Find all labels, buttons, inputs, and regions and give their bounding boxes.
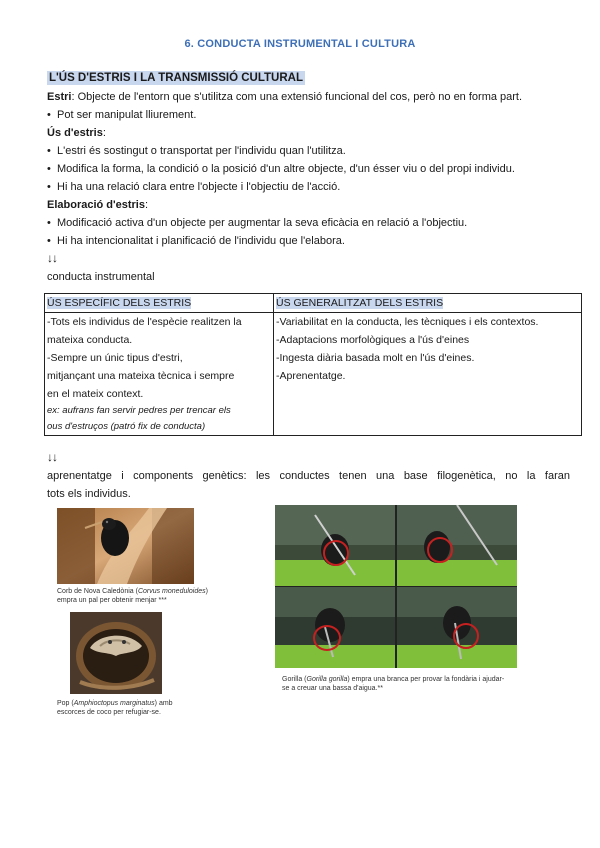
caption-text: ) empra una branca per provar la fondària i ajudar- xyxy=(347,676,505,683)
table-header-specific xyxy=(45,294,274,313)
table-row xyxy=(45,313,582,436)
caption-text: se a creuar una bassa d'aigua.** xyxy=(282,685,383,692)
bullet-item: • L'estri és sostingut o transportat per l'individu quan l'utilitza. xyxy=(47,144,346,158)
caption-text: ) xyxy=(205,588,208,595)
learning-text-line: tots els individus. xyxy=(47,488,131,500)
cell-line: -Adaptacions morfològiques a l'ús d'eines xyxy=(276,334,470,346)
caption-species: Gorilla gorilla xyxy=(306,676,348,683)
estri-definition xyxy=(47,90,522,104)
gorilla-photo-grid xyxy=(275,505,517,668)
us-estris-heading-text: Ús d'estris xyxy=(47,127,103,139)
highlight-circle xyxy=(453,623,479,649)
gorilla-panel xyxy=(275,587,395,668)
elaboracio-colon: : xyxy=(145,199,149,211)
gorilla-panel xyxy=(397,505,517,586)
us-estris-heading xyxy=(47,126,106,140)
table-cell-general xyxy=(274,313,582,436)
bullet-item: • Modifica la forma, la condició o la posició d'un altre objecte, d'un ésser viu o del propi individu. xyxy=(47,162,515,176)
header-left-text: ÚS ESPECÍFIC DELS ESTRIS xyxy=(47,297,192,309)
caption-text: escorces de coco per refugiar-se. xyxy=(57,709,161,716)
caption-text: Corb de Nova Caledònia ( xyxy=(57,588,138,595)
caption-species: Corvus moneduloides xyxy=(137,588,206,595)
caption-text: ) amb xyxy=(154,700,173,707)
cell-line: en el mateix context. xyxy=(47,388,144,400)
caption-species: Amphioctopus marginatus xyxy=(73,700,155,707)
bullet-item: • Pot ser manipulat lliurement. xyxy=(47,108,196,122)
us-estris-colon: : xyxy=(102,127,106,139)
conducta-instrumental-label: conducta instrumental xyxy=(47,271,155,283)
cell-line: -Ingesta diària basada molt en l'ús d'eines. xyxy=(276,352,475,364)
estris-comparison-table xyxy=(44,293,582,436)
octopus-caption xyxy=(57,699,173,717)
cell-line: -Sempre un únic tipus d'estri, xyxy=(47,352,183,364)
header-right-text: ÚS GENERALITZAT DELS ESTRIS xyxy=(276,297,444,309)
caption-text: Pop ( xyxy=(57,700,74,707)
cell-example-line: ex: aufrans fan servir pedres per trencar els xyxy=(47,405,231,416)
learning-text-line: aprenentatge i components genètics: les conductes tenen una base filogenètica, no la faran xyxy=(47,470,570,482)
estri-term: Estri xyxy=(47,91,72,103)
cell-line: mitjançant una mateixa tècnica i sempre xyxy=(47,370,235,382)
down-arrows-icon: ↓↓ xyxy=(47,251,57,265)
cell-line: -Variabilitat en la conducta, les tècniques i els contextos. xyxy=(276,316,539,328)
elaboracio-heading xyxy=(47,198,148,212)
table-header-general xyxy=(274,294,582,313)
section-heading: L'ÚS D'ESTRIS I LA TRANSMISSIÓ CULTURAL xyxy=(49,72,303,84)
caption-text: empra un pal per obtenir menjar *** xyxy=(57,597,167,604)
cell-line: mateixa conducta. xyxy=(47,334,133,346)
crow-caption xyxy=(57,587,208,605)
document-title: 6. CONDUCTA INSTRUMENTAL I CULTURA xyxy=(184,38,416,50)
cell-line: -Tots els individus de l'espècie realitzen la xyxy=(47,316,242,328)
down-arrows-icon: ↓↓ xyxy=(47,450,57,464)
elaboracio-heading-text: Elaboració d'estris xyxy=(47,199,145,211)
crow-photo xyxy=(57,508,194,584)
highlight-circle xyxy=(313,625,341,651)
octopus-photo xyxy=(70,612,162,694)
gorilla-panel xyxy=(275,505,395,586)
highlight-circle xyxy=(427,537,453,563)
bullet-item: • Hi ha intencionalitat i planificació de l'individu que l'elabora. xyxy=(47,234,345,248)
cell-example-line: ous d'estruços (patró fix de conducta) xyxy=(47,421,206,432)
gorilla-caption xyxy=(282,675,532,693)
bullet-item: • Hi ha una relació clara entre l'objecte i l'objectiu de l'acció. xyxy=(47,180,340,194)
table-cell-specific xyxy=(45,313,274,436)
cell-line: -Aprenentatge. xyxy=(276,370,346,382)
bullet-item: • Modificació activa d'un objecte per augmentar la seva eficàcia en relació a l'objectiu. xyxy=(47,216,467,230)
table-header-row xyxy=(45,294,582,313)
highlight-circle xyxy=(323,540,349,566)
estri-definition-text: : Objecte de l'entorn que s'utilitza com una extensió funcional del cos, però no en forma part. xyxy=(71,91,523,103)
caption-text: Gorilla ( xyxy=(282,676,307,683)
gorilla-panel xyxy=(397,587,517,668)
